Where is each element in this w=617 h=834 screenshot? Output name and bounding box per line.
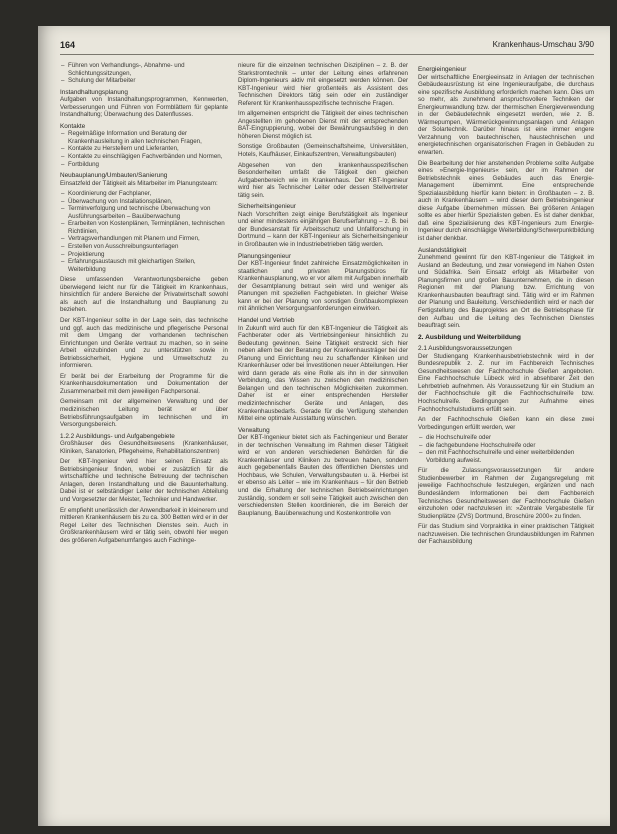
list-item: – Erfahrungsaustausch mit gleichartigen Stellen, Weiterbildung — [68, 258, 228, 273]
paragraph: Für das Studium sind Vorpraktika in einer praktischen Tätigkeit nachzuweisen. Die technischen Grundausbildungen im Rahmen der Fachausbildung — [418, 523, 594, 546]
text-column-1 — [60, 62, 228, 814]
text-column-3 — [418, 62, 594, 814]
renovation-list — [60, 190, 228, 273]
paragraph: Großhäuser des Gesundheitswesens (Krankenhäuser, Kliniken, Sanatorien, Pflegeheime, Rehabilitationszentren) — [60, 440, 228, 455]
journal-title: Krankenhaus-Umschau 3/90 — [492, 40, 594, 49]
paragraph: Im allgemeinen entspricht die Tätigkeit der eines technischen Angestellten im gehobenen Dienst mit der entsprechenden BAT-Eingruppierung, wobei der Bewährungsaufstieg in den höheren Dienst möglich ist. — [238, 110, 408, 140]
section-heading-energy: Energieingenieur — [418, 66, 467, 73]
document-page — [38, 26, 610, 826]
paragraph: Einsatzfeld der Tätigkeit als Mitarbeiter im Planungsteam: — [60, 179, 218, 187]
paragraph: Er berät bei der Erarbeitung der Programme für die Krankenhausdokumentation und Dokumentation der Zusammenarbeit mit dem jeweiligen Fachpersonal. — [60, 372, 228, 395]
paragraph: Die Bearbeitung der hier anstehenden Probleme sollte Aufgabe eines »Energie-Ingenieurs« sein, der im Rahmen der Betriebstechnik eines Gebäudes auch das Energie-Management übernimmt. Eine entsprechende Spezialausbildung hierfür kann bieten: in Großbauten – z. B. auch in Krankenhäusern – wird dieser dem Betriebsingenieur diese Aufgabe übernehmen müssen. Bei größeren Anlagen sollte es aber hierfür Spezialisten geben. Es ist daher denkbar, daß eine Spezialisierung des KBT-Ingenieurs zum Energie-Ingenieur durch einschlägige Weiterbildung/Schwerpunktbildung ist daher denkbar. — [418, 159, 594, 243]
section-heading-planning: Planungsingenieur — [238, 252, 291, 260]
section-heading-safety: Sicherheitsingenieur — [238, 203, 296, 211]
list-item: – den mit Fachhochschulreife und einer weiterbildenden Vorbildung aufweist. — [426, 449, 594, 464]
paragraph: Zunehmend gewinnt für den KBT-Ingenieur die Tätigkeit im Ausland an Bedeutung, und zwar vorwiegend im Nahen Osten und Südafrika. Sein Einsatz erfolgt als Mitarbeiter von Planungsfirmen und großen Bauunternehmen, die in diesen Regionen mit der Planung bzw. Errichtung von Krankenhausbauten beauftragt sind. Tätig wird er im Rahmen der Planung und Bauleitung. Verschiedentlich wird er nach der Fertigstellung des Bauprojektes an Ort die Betriebsphase für den Aufbau und die Leitung des Technischen Dienstes beauftragt sein. — [418, 254, 594, 330]
section-heading-sales: Handel und Vertrieb — [238, 316, 295, 324]
section-heading-maintenance: Instandhaltungsplanung — [60, 88, 128, 96]
list-item: – Vertragsverhandlungen mit Planern und Firmen, — [68, 235, 228, 243]
paragraph: Der KBT-Ingenieur sollte in der Lage sein, das technische und ggf. auch das medizinische und pflegerische Personal mit dem Umgang der vorhandenen technischen Einrichtungen und Geräte vertraut zu machen, so in seine Arbeit einzubinden und zu unterstützen sowie in Betriebssicherheit, Hygiene und Umweltschutz zu informieren. — [60, 316, 228, 370]
paragraph: Der KBT-Ingenieur wird hier seinen Einsatz als Betriebsingenieur finden, wobei er zusätzlich für die wirtschaftliche und technische Betreuung der technischen Anlagen, deren Instandhaltung und die Bauunterhaltung. Dabei ist er selbständiger Leiter der technischen Abteilung und Vorgesetzter der Meister, Techniker und Handwerker. — [60, 458, 228, 503]
list-item: – Schulung der Mitarbeiter — [68, 77, 228, 85]
paragraph: Sonstige Großbauten (Gemeinschaftsheime, Universitäten, Hotels, Kaufhäuser, Einkaufszentren, Verwaltungsbauten) — [238, 143, 408, 159]
section-heading-21: 2.1 Ausbildungsvoraussetzungen — [418, 345, 512, 353]
paragraph: Aufgaben von Instandhaltungsprogrammen, Kennwerten, Verbesserungen und Führen von Formblättern für geplante Instandhaltung; Überwachung des Datenflusses. — [60, 96, 228, 119]
intro-list — [60, 62, 228, 85]
section-heading-admin: Verwaltung — [238, 426, 270, 434]
page-header — [60, 40, 594, 55]
paragraph: Nach Vorschriften zeigt einige Berufstätigkeit als Ingenieur und einer mindestens einjährigen Berufserfahrung – z. B. bei der Bundesanstalt für Arbeitsschutz und Unfallforschung in Dortmund – kann der KBT-Ingenieur als Sicherheitsingenieur in Großbauten wie in Industriebetrieben tätig werden. — [238, 210, 408, 249]
paragraph: nieure für die einzelnen technischen Disziplinen – z. B. der Starkstromtechnik – unter der Leitung eines erfahrenen Diplom-Ingenieurs aktiv mit eingesetzt werden können. Der KBT-Ingenieur wird hier großenteils als Assistent des Technischen Direktors tätig sein oder ein zuständiger Referent für Krankenhausspezifische technische Fragen. — [238, 62, 408, 107]
section-heading-contacts: Kontakte — [60, 122, 86, 130]
text-column-2 — [238, 62, 408, 814]
paragraph: Der wirtschaftliche Energieeinsatz in Anlagen der technischen Gebäudeausrüstung ist eine Ingenieuraufgabe, die durchaus eine spezifische Ausbildung erforderlich machen kann. Dies um so mehr, als zunehmend anspruchsvollere Techniken der Energieumwandlung bzw. der thermischen Energieverwendung in der Gebäudetechnik eingesetzt werden, wie z. B. Wärmepumpen, Wärmerückgewinnungsanlagen und Anlagen der Solartechnik. Darüber hinaus ist eine immer engere Verzahnung von bautechnischen, haustechnischen und energietechnischen organisatorischen Fragen in Gebäuden zu erwarten. — [418, 73, 594, 157]
list-item: – Fortbildung — [68, 161, 228, 169]
paragraph: In Zukunft wird auch für den KBT-Ingenieur die Tätigkeit als Fachberater oder als Vertriebsingenieur hinsichtlich zu Bedeutung gewinnen. Seine Tätigkeit erstreckt sich hier neben allem bei der Beratung der Krankenhausträger bei der Planung und Einrichtung neu zu schaffender Kliniken und Krankenhäuser oder bei Investitionen neuer Abteilungen. Hier wird dann gerade als eine Rolle als ihn in der sinnvollen Verbindung, das Wissen zu zwischen den medizinischen Belangen und den technischen Möglichkeiten zukommen. Daher ist er einer entsprechenden Hersteller medizintechnischer Geräte und Anlagen, des Krankenhausbedarfs. Gerade für die Verfügung stehenden Mittel eine optimale Ausstattung wünschen. — [238, 324, 408, 423]
page-number: 164 — [60, 40, 76, 50]
paragraph: Gemeinsam mit der allgemeinen Verwaltung und der medizinischen Leitung berät er über Betriebsführungsaufgaben im technischen und im Versorgungsbereich. — [60, 398, 228, 429]
contacts-list — [60, 130, 228, 168]
list-item: – Terminverfolgung und technische Überwachung von Ausführungsarbeiten – Bauüberwachung — [68, 205, 228, 220]
list-item: – Führen von Verhandlungs-, Abnahme- und Schlichtungssitzungen, — [68, 62, 228, 77]
list-item: – die fachgebundene Hochschulreife oder — [426, 442, 594, 450]
paragraph: Der Studiengang Krankenhausbetriebstechnik wird in der Bundesrepublik z. Z. nur im Fachbereich Technisches Gesundheitswesen der Fachhochschule Gießen angeboten. Eine Fachhochschule Lübeck wird in absehbarer Zeit den Lehrbetrieb aufnehmen. Als Voraussetzung für ein Studium an der Fachhochschule gilt die Fachhochschulreife bzw. Hochschulreife. Bedingungen zur Aufnahme eines Fachhochschulstudiums erfüllt sein. — [418, 352, 594, 413]
list-item: – Kontakte zu einschlägigen Fachverbänden und Normen, — [68, 153, 228, 161]
section-heading-2: 2. Ausbildung und Weiterbildung — [418, 333, 521, 341]
list-item: – Projektierung — [68, 251, 228, 259]
list-item: – die Hochschulreife oder — [426, 434, 594, 442]
section-heading-renovation: Neubauplanung/Umbauten/Sanierung — [60, 172, 168, 180]
paragraph: Für die Zulassungsvoraussetzungen für andere Studienbewerber im Rahmen der Zugangsregelung mit jeweilige Fachhochschule festzulegen, ergänzen und nach Bundesländern Informationen bei dem Fachbereich Technisches Gesundheitswesen der Fachhochschule Gießen einzuholen oder nachzulesen in: »Zentrale Vergabestelle für Studienplätze (ZVS) Dortmund, Broschüre 2000« zu finden. — [418, 467, 594, 520]
list-item: – Überwachung von Installationsplänen, — [68, 198, 228, 206]
paragraph: An der Fachhochschule Gießen kann ein diese zwei Vorbedingungen erfüllt werden, wer — [418, 416, 594, 431]
section-heading-abroad: Auslandstätigkeit — [418, 246, 467, 254]
paragraph: Der KBT-Ingenieur findet zahlreiche Einsatzmöglichkeiten in staatlichen und privaten Planungsbüros für Krankenhausplanung, wo er vor allem mit Aufgaben innerhalb der Gesamtplanung betraut sein wird und weniger als Planungen mit speziellen Fachgebieten. In gleicher Weise kann er bei der Planung von sonstigen Großbaukomplexen mit ähnlichen Versorgungsanforderungen einwirken. — [238, 260, 408, 313]
list-item: – Regelmäßige Information und Beratung der Krankenhausleitung in allen technischen Fragen, — [68, 130, 228, 145]
list-item: – Erarbeiten von Kostenplänen, Terminplänen, technischen Richtlinien, — [68, 220, 228, 235]
requirements-list — [418, 434, 594, 464]
list-item: – Koordinierung der Fachplaner, — [68, 190, 228, 198]
section-heading-122: 1.2.2 Ausbildungs- und Aufgabengebiete — [60, 432, 175, 440]
paragraph: Diese umfassenden Verantwortungsbereiche geben überwiegend leicht nur für die Tätigkeit im Krankenhaus, hinsichtlich für andere Bereiche der Privatwirtschaft sowohl als auch auf die Instandhaltung und Bauplanung zu beziehen. — [60, 276, 228, 314]
paragraph: Er empfiehlt unerlässlich der Anwendbarkeit in kleinerem und mittleren Krankenhäusern bis zu ca. 300 Betten wird er in der Regel Leiter des Technischen Dienstes sein. Auch in Großkrankenhäusern wird er tätig sein, obwohl hier wegen des größeren Aufgabenumfanges auch Fachinge- — [60, 506, 228, 544]
list-item: – Erstellen von Ausschreibungsunterlagen — [68, 243, 228, 251]
paragraph: Abgesehen von den krankenhausspezifischen Besonderheiten umfaßt die Tätigkeit den gleichen Aufgabenbereich wie im Krankenhaus. Der KBT-Ingenieur wird hier als Technischer Leiter oder dessen Stellvertreter tätig sein. — [238, 161, 408, 199]
list-item: – Kontakte zu Herstellern und Lieferanten, — [68, 145, 228, 153]
paragraph: Der KBT-Ingenieur bietet sich als Fachingenieur und Berater in der technischen Verwaltung im Rahmen dieser Tätigkeit wird er von anderen verschiedenen Behörden für die Krankenhäuser und Kliniken zu betreuen haben, sondern auch gegebenenfalls Bauten des öffentlichen Dienstes und Hochbaus, wie Schulen, Verwaltungsbauten u. ä. Hierbei ist er ebenso als Leiter – wie im Krankenhaus – für den Betrieb und die Erhaltung der technischen Betriebseinrichtungen zuständig, sondern er soll seine Tätigkeit auch zwischen den verschiedensten Stellen koordinieren, die im Bereich der Bauplanung, Bauüberwachung und Kostenkontrolle von — [238, 434, 408, 517]
